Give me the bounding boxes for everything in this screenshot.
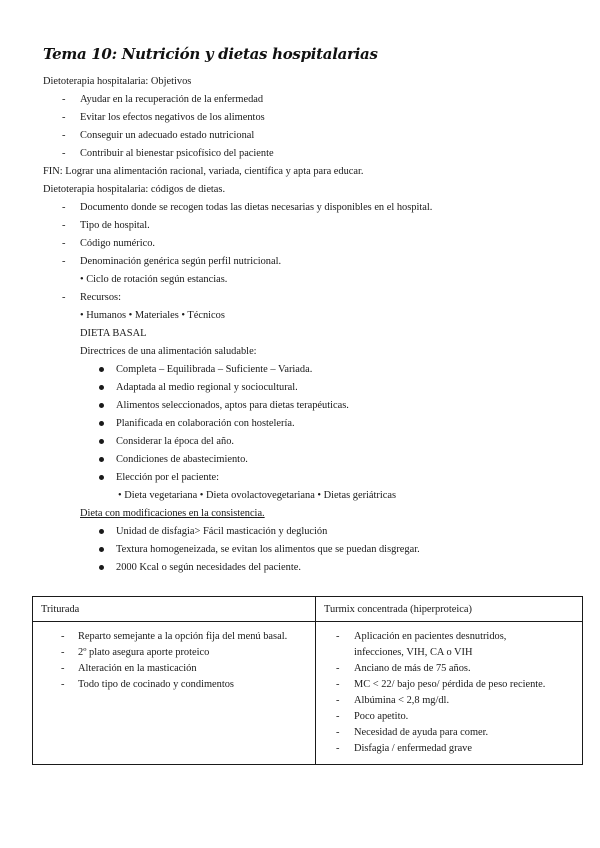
- consistency-item: Unidad de disfagia> Fácil masticación y deglución: [116, 526, 328, 537]
- dash-marker: -: [336, 727, 340, 738]
- dash-marker: -: [62, 130, 66, 141]
- rotation-note: • Ciclo de rotación según estancias.: [80, 274, 228, 285]
- code-item: Documento donde se recogen todas las dietas necesarias y disponibles en el hospital.: [80, 202, 433, 213]
- bullet-dot: [99, 547, 104, 552]
- bullet-dot: [99, 475, 104, 480]
- bullet-dot: [99, 529, 104, 534]
- dash-marker: -: [62, 148, 66, 159]
- dash-marker: -: [62, 292, 66, 303]
- resources-label: Recursos:: [80, 292, 121, 303]
- col1-item: Reparto semejante a la opción fija del menú basal.: [78, 631, 288, 642]
- col2-item: Disfagia / enfermedad grave: [354, 743, 472, 754]
- dash-marker: -: [61, 647, 65, 658]
- bullet-dot: [99, 457, 104, 462]
- consistency-item: Textura homogeneizada, se evitan los alimentos que se puedan disgregar.: [116, 544, 420, 555]
- consistency-item: 2000 Kcal o según necesidades del paciente.: [116, 562, 301, 573]
- diet-types: • Dieta vegetariana • Dieta ovolactovegetariana • Dietas geriátricas: [118, 490, 397, 501]
- col2-header: Turmix concentrada (hiperproteica): [324, 604, 472, 615]
- dash-marker: -: [62, 220, 66, 231]
- healthy-item: Completa – Equilibrada – Suficiente – Variada.: [116, 364, 313, 375]
- dash-marker: -: [336, 743, 340, 754]
- dash-marker: -: [336, 711, 340, 722]
- page-title: Tema 10: Nutrición y dietas hospitalarias: [43, 45, 378, 63]
- healthy-item: Adaptada al medio regional y sociocultural.: [116, 382, 298, 393]
- directrices-heading: Directrices de una alimentación saludable:: [80, 346, 257, 357]
- healthy-item: Elección por el paciente:: [116, 472, 219, 483]
- dash-marker: -: [336, 695, 340, 706]
- bullet-dot: [99, 385, 104, 390]
- bullet-dot: [99, 565, 104, 570]
- col2-item: Albúmina < 2,8 mg/dl.: [354, 695, 450, 706]
- dash-marker: -: [61, 679, 65, 690]
- col1-item: Todo tipo de cocinado y condimentos: [78, 679, 234, 690]
- dash-marker: -: [62, 256, 66, 267]
- dash-marker: -: [62, 112, 66, 123]
- basal-heading: DIETA BASAL: [80, 328, 147, 339]
- healthy-item: Condiciones de abastecimiento.: [116, 454, 248, 465]
- dash-marker: -: [62, 94, 66, 105]
- diet-table: [32, 596, 583, 765]
- col1-item: Alteración en la masticación: [78, 663, 197, 674]
- table-row: [33, 622, 583, 765]
- table-cell: [33, 622, 316, 765]
- healthy-item: Planificada en colaboración con hostelería.: [116, 418, 295, 429]
- col2-item: Poco apetito.: [354, 711, 409, 722]
- col2-item: Necesidad de ayuda para comer.: [354, 727, 489, 738]
- code-item: Denominación genérica según perfil nutricional.: [80, 256, 282, 267]
- col2-item-cont: infecciones, VIH, CA o VIH: [354, 647, 473, 658]
- fin-statement: FIN: Lograr una alimentación racional, variada, científica y apta para educar.: [43, 166, 364, 177]
- dash-marker: -: [62, 202, 66, 213]
- code-item: Código numérico.: [80, 238, 156, 249]
- col1-item: 2º plato asegura aporte proteico: [78, 647, 210, 658]
- dash-marker: -: [336, 663, 340, 674]
- col2-item: Anciano de más de 75 años.: [354, 663, 471, 674]
- bullet-dot: [99, 421, 104, 426]
- table-cell: [316, 622, 583, 765]
- objective-item: Contribuir al bienestar psicofísico del paciente: [80, 148, 274, 159]
- table-header-row: [33, 597, 583, 622]
- healthy-item: Considerar la época del año.: [116, 436, 235, 447]
- objective-item: Ayudar en la recuperación de la enfermedad: [80, 94, 264, 105]
- bullet-dot: [99, 439, 104, 444]
- objectives-heading: Dietoterapia hospitalaria: Objetivos: [43, 76, 192, 87]
- table-header-cell: [316, 597, 583, 622]
- resources-list: • Humanos • Materiales • Técnicos: [80, 310, 225, 321]
- objective-item: Evitar los efectos negativos de los alimentos: [80, 112, 265, 123]
- col1-header: Triturada: [41, 604, 80, 615]
- objective-item: Conseguir un adecuado estado nutricional: [80, 130, 255, 141]
- consistency-heading: Dieta con modificaciones en la consistencia.: [80, 508, 265, 519]
- dash-marker: -: [61, 631, 65, 642]
- col2-item: Aplicación en pacientes desnutridos,: [354, 631, 507, 642]
- dash-marker: -: [336, 631, 340, 642]
- healthy-item: Alimentos seleccionados, aptos para dietas terapéuticas.: [116, 400, 349, 411]
- bullet-dot: [99, 403, 104, 408]
- bullet-dot: [99, 367, 104, 372]
- dash-marker: -: [336, 679, 340, 690]
- dash-marker: -: [62, 238, 66, 249]
- codes-heading: Dietoterapia hospitalaria: códigos de dietas.: [43, 184, 226, 195]
- code-item: Tipo de hospital.: [80, 220, 150, 231]
- col2-item: MC < 22/ bajo peso/ pérdida de peso reciente.: [354, 679, 546, 690]
- table-header-cell: [33, 597, 316, 622]
- dash-marker: -: [61, 663, 65, 674]
